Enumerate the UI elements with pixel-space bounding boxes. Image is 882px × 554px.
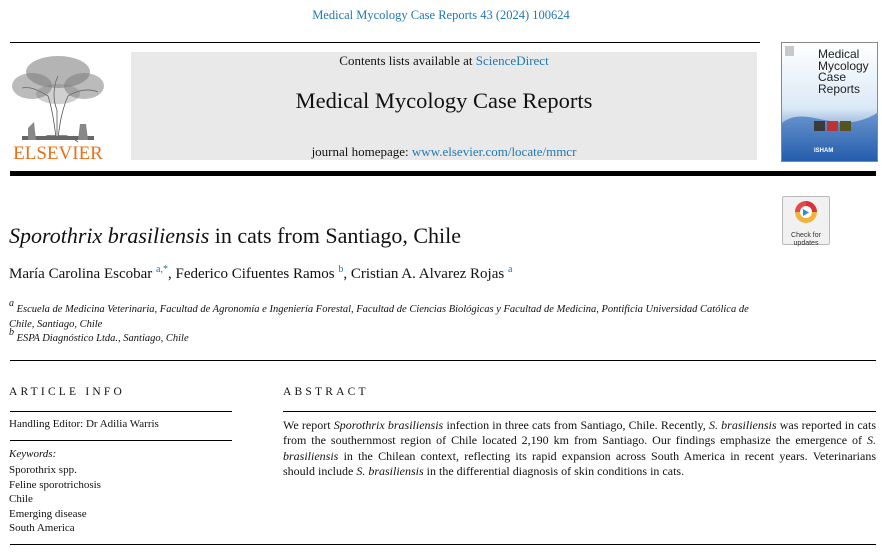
section-divider (10, 360, 876, 361)
article-info-heading: ARTICLE INFO (9, 386, 125, 398)
abstract-segment: in the differential diagnosis of skin conditions in cats. (423, 463, 685, 478)
cover-title-line2: Mycology (818, 58, 869, 73)
author-separator: , (167, 266, 176, 282)
contents-prefix: Contents lists available at (339, 53, 476, 68)
abstract-rule (283, 411, 876, 412)
species-name: Sporothrix brasiliensis (333, 418, 444, 432)
keyword-item: South America (9, 522, 75, 534)
bottom-divider (10, 544, 876, 545)
author-list (9, 266, 512, 283)
badge-label-line2: updates (793, 239, 819, 247)
affiliation-mark: b (9, 327, 14, 338)
author-name[interactable]: Federico Cifuentes Ramos (175, 266, 335, 282)
sciencedirect-link[interactable]: ScienceDirect (475, 53, 549, 68)
article-title (9, 223, 461, 249)
species-name: S. brasiliensis (356, 463, 424, 478)
journal-title: Medical Mycology Case Reports (295, 88, 593, 113)
author-affiliation-mark[interactable]: a, (156, 264, 163, 275)
abstract-heading: ABSTRACT (283, 386, 369, 398)
keyword-item: Chile (9, 493, 33, 505)
keyword-item: Feline sporotrichosis (9, 478, 101, 491)
cover-title-line4: Reports (818, 81, 861, 96)
corresponding-author-mark[interactable]: * (162, 264, 168, 275)
author-affiliation-mark[interactable]: b (338, 264, 344, 275)
keyword-item: Emerging disease (9, 507, 87, 520)
abstract-segment: in the Chilean context, reflecting its rapid expansion across South America in recent years. Veterinarians should include (283, 448, 876, 478)
affiliation-mark: a (9, 298, 14, 309)
badge-label-line1: Check for (791, 232, 821, 239)
cover-brand: ISHAM (814, 148, 834, 154)
contents-line (131, 53, 757, 69)
article-info-rule (10, 411, 232, 412)
abstract-segment: infection in three cats from Santiago, Chile. Recently, (443, 418, 709, 432)
author-name[interactable]: Cristian A. Alvarez Rojas (350, 266, 505, 282)
keywords-list (9, 463, 101, 536)
check-for-updates-badge[interactable] (782, 196, 830, 245)
author-name[interactable]: María Carolina Escobar (9, 266, 153, 282)
cover-title-line3: Case (818, 70, 847, 84)
check-updates-icon (783, 197, 829, 227)
elsevier-logo[interactable] (8, 50, 108, 162)
cover-title-line1: Medical (818, 47, 860, 61)
top-divider (10, 42, 760, 43)
affiliation-b (9, 327, 769, 346)
affiliation-text: ESPA Diagnóstico Ltda., Santiago, Chile (16, 333, 189, 344)
journal-banner (131, 52, 757, 160)
homepage-prefix: journal homepage: (311, 144, 412, 159)
affiliation-text: Escuela de Medicina Veterinaria, Facultad de Agronomía e Ingeniería Forestal, Facultad de Ciencias Biológicas y Facultad de Medicina, Pontificia Universidad Católica de Chile, Santiago, Chile (9, 304, 749, 330)
article-info-rule-2 (10, 440, 232, 441)
journal-cover[interactable] (781, 42, 878, 162)
abstract-segment: was reported in cats from the southernmost region of Chile located 2,190 km from Santiago. Our findings emphasize the emergence of (283, 418, 877, 448)
affiliation-a (9, 298, 769, 332)
author-affiliation-mark[interactable]: a (507, 264, 513, 275)
author-separator: , (343, 266, 351, 282)
keyword-item: Sporothrix spp. (9, 464, 77, 476)
homepage-line (131, 144, 757, 160)
handling-editor: Handling Editor: Dr Adilia Warris (9, 418, 159, 430)
article-title-italic: Sporothrix brasiliensis (9, 223, 210, 248)
abstract-text (283, 418, 876, 479)
header-thick-divider (10, 171, 876, 176)
homepage-link[interactable]: www.elsevier.com/locate/mmcr (411, 144, 577, 159)
keywords-label: Keywords: (9, 448, 57, 460)
logo-wordmark: ELSEVIER (13, 143, 103, 162)
article-title-rest: in cats from Santiago, Chile (209, 223, 461, 248)
abstract-segment: We report (283, 418, 334, 432)
journal-citation[interactable]: Medical Mycology Case Reports 43 (2024) 100624 (312, 8, 570, 22)
species-name: S. brasiliensis (708, 418, 777, 432)
species-name: S. brasiliensis (283, 433, 876, 463)
elsevier-tree-icon (8, 50, 108, 162)
